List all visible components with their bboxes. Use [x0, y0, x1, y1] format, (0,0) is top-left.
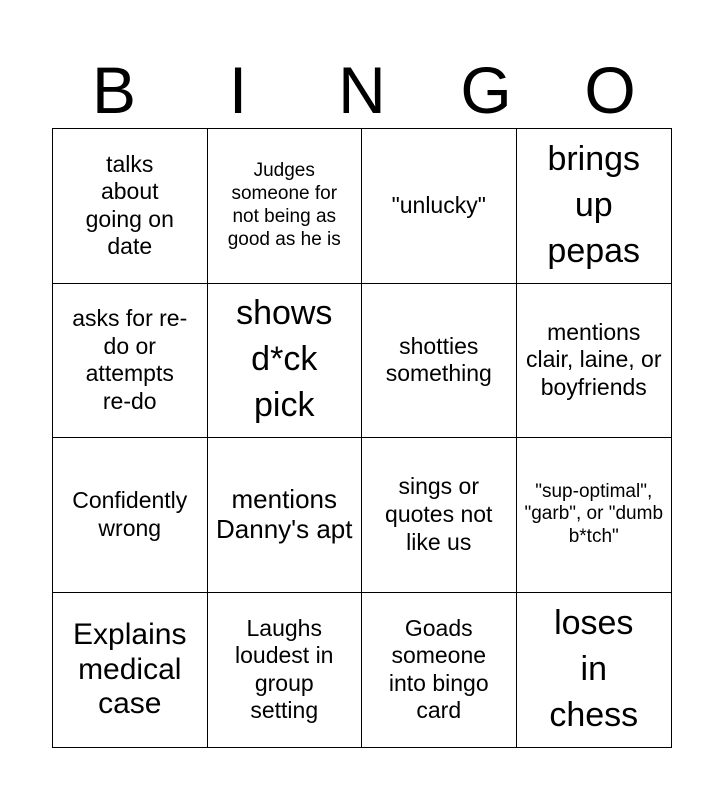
bingo-cell[interactable] [517, 284, 672, 439]
header-letter-g: G [460, 53, 512, 127]
bingo-cell-text: mentions clair, laine, or boyfriends [525, 318, 662, 401]
bingo-cell-text: talks about going on date [85, 150, 174, 260]
bingo-cell[interactable] [53, 593, 208, 748]
header-letter-n: N [338, 53, 386, 127]
header-letter-i: I [228, 53, 248, 127]
bingo-cell[interactable] [53, 438, 208, 593]
bingo-cell[interactable] [53, 129, 208, 284]
bingo-cell[interactable] [53, 284, 208, 439]
bingo-cell-text: sings or quotes not like us [385, 473, 493, 555]
bingo-cell[interactable] [208, 438, 363, 593]
bingo-cell-text: Judges someone for not being as good as he is [227, 160, 341, 250]
bingo-header [52, 52, 672, 128]
bingo-cell-text: asks for re-do or attempts re-do [72, 305, 188, 414]
bingo-cell-text: brings up pepas [547, 139, 641, 270]
bingo-cell[interactable] [208, 129, 363, 284]
bingo-cell[interactable] [517, 438, 672, 593]
bingo-cell-text: Goads someone into bingo card [388, 614, 489, 724]
bingo-cell[interactable] [362, 438, 517, 593]
bingo-cell[interactable] [362, 284, 517, 439]
bingo-cell-text: Confidently wrong [72, 487, 188, 541]
header-letter-o: O [584, 53, 636, 127]
bingo-cell[interactable] [517, 593, 672, 748]
bingo-cell[interactable] [208, 284, 363, 439]
bingo-cell-text: "sup-optimal", "garb", or "dumb b*tch" [524, 480, 664, 548]
bingo-cell-text: loses in chess [549, 603, 639, 734]
bingo-cell[interactable] [362, 593, 517, 748]
bingo-cell[interactable] [362, 129, 517, 284]
bingo-cell[interactable] [517, 129, 672, 284]
bingo-cell-text: shotties something [385, 332, 492, 387]
bingo-cell-text: mentions Danny's apt [216, 483, 353, 544]
bingo-cell-text: Explains medical case [73, 618, 187, 720]
bingo-cell[interactable] [208, 593, 363, 748]
bingo-cell-text: Laughs loudest in group setting [235, 614, 334, 724]
header-letter-b: B [91, 53, 137, 127]
bingo-cell-text: shows d*ck pick [236, 294, 333, 425]
bingo-cell-text: "unlucky" [391, 191, 486, 218]
bingo-board [52, 128, 672, 748]
